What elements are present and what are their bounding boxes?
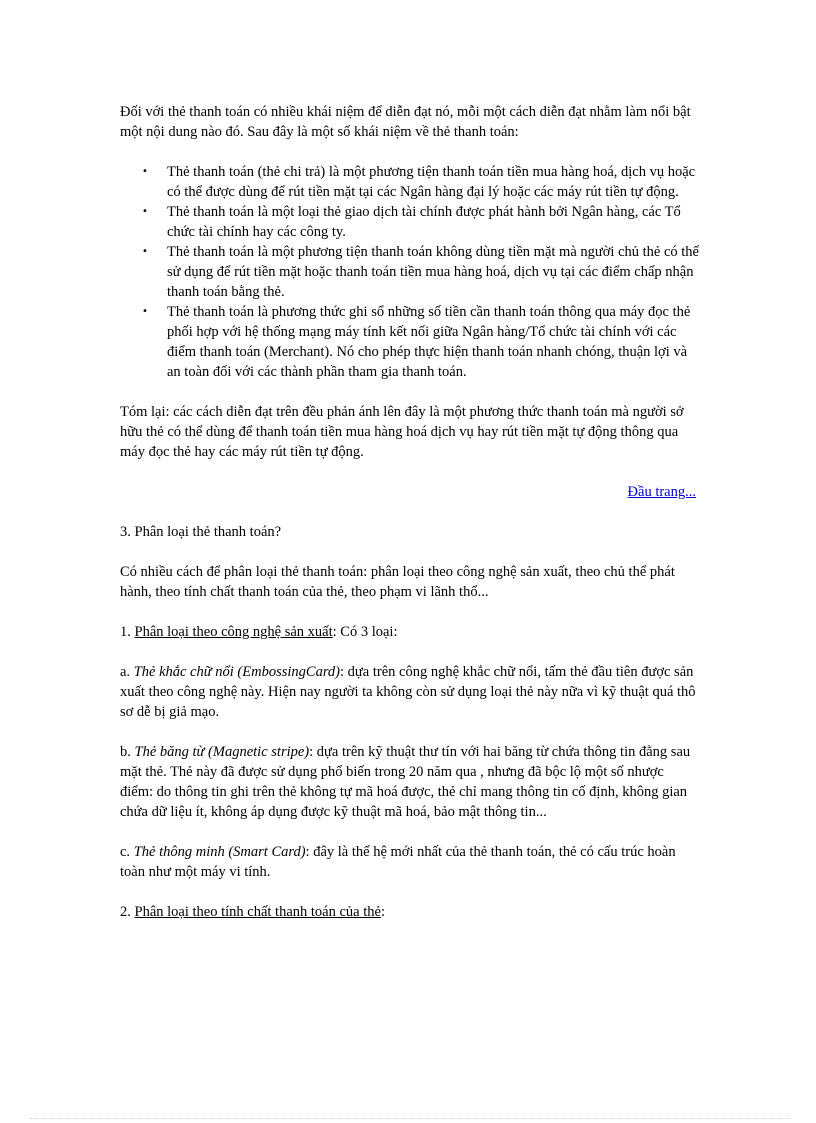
item-suffix: : Có 3 loại: xyxy=(332,624,398,640)
item-title: Phân loại theo tính chất thanh toán của thẻ xyxy=(134,904,381,920)
list-item-text: Thẻ thanh toán là một loại thẻ giao dịch tài chính được phát hành bởi Ngân hàng, các Tổ chức tài chính hay các công ty. xyxy=(167,204,681,240)
item-title: Thẻ khắc chữ nổi (EmbossingCard) xyxy=(133,664,341,680)
list-item-text: Thẻ thanh toán (thẻ chi trả) là một phương tiện thanh toán tiền mua hàng hoá, dịch vụ hoặc có thể được dùng để rút tiền mặt tại các Ngân hàng đại lý hoặc các máy rút tiền tự động. xyxy=(167,164,696,200)
spacer xyxy=(120,142,700,162)
spacer xyxy=(120,822,700,842)
list-item-text: Thẻ thanh toán là một phương tiện thanh toán không dùng tiền mặt mà người chủ thẻ có thể sử dụng để rút tiền mặt hoặc thanh toán tiền mua hàng hoá, dịch vụ tại các điểm chấp nhận thanh toán bằng thẻ. xyxy=(167,244,699,300)
section-heading: 3. Phân loại thẻ thanh toán? xyxy=(120,524,282,540)
item-letter: b. xyxy=(120,744,135,760)
document-body xyxy=(120,102,700,922)
section-intro-paragraph: Có nhiều cách để phân loại thẻ thanh toán: phân loại theo công nghệ sản xuất, theo chủ thể phát hành, theo tính chất thanh toán của thẻ, theo phạm vi lãnh thổ... xyxy=(120,564,675,600)
back-to-top-link[interactable]: Đầu trang... xyxy=(627,484,696,500)
item-description: : đây là thế hệ mới nhất của thẻ thanh toán, thẻ có cấu trúc hoàn toàn như một máy vi tính. xyxy=(120,844,676,880)
list-item xyxy=(120,302,700,382)
classification-payment-nature xyxy=(120,902,700,922)
card-type-embossing xyxy=(120,662,700,722)
spacer xyxy=(120,642,700,662)
page-bottom-rule xyxy=(30,1118,790,1119)
spacer xyxy=(120,722,700,742)
item-letter: a. xyxy=(120,664,134,680)
classification-technology xyxy=(120,622,700,642)
item-number: 2. xyxy=(120,904,135,920)
list-item xyxy=(120,202,700,242)
bullet-icon: • xyxy=(142,246,148,257)
item-description: : dựa trên công nghệ khắc chữ nổi, tấm thẻ đầu tiên được sản xuất theo công nghệ này. Hiện nay người ta không còn sử dụng loại thẻ này nữa vì kỹ thuật quá thô sơ dễ bị giả mạo. xyxy=(120,664,696,720)
card-type-magnetic xyxy=(120,742,700,822)
spacer xyxy=(120,882,700,902)
definition-list xyxy=(120,162,700,382)
spacer xyxy=(120,602,700,622)
top-link-row xyxy=(120,482,700,502)
item-title: Phân loại theo công nghệ sản xuất xyxy=(134,624,333,640)
list-item xyxy=(120,162,700,202)
item-title: Thẻ thông minh (Smart Card) xyxy=(133,844,306,860)
bullet-icon: • xyxy=(142,166,148,177)
spacer xyxy=(120,502,700,522)
bullet-icon: • xyxy=(142,206,148,217)
spacer xyxy=(120,542,700,562)
spacer xyxy=(120,382,700,402)
list-item xyxy=(120,242,700,302)
item-suffix: : xyxy=(380,904,385,920)
list-item-text: Thẻ thanh toán là phương thức ghi sổ những số tiền cần thanh toán thông qua máy đọc thẻ phối hợp với hệ thống mạng máy tính kết nối giữa Ngân hàng/Tổ chức tài chính với các điểm thanh toán (Merchant). Nó cho phép thực hiện thanh toán nhanh chóng, thuận lợi và an toàn đối với các thành phần tham gia thanh toán. xyxy=(167,304,691,380)
item-number: 1. xyxy=(120,624,135,640)
card-type-smart xyxy=(120,842,700,882)
summary-paragraph: Tóm lại: các cách diễn đạt trên đều phản ánh lên đây là một phương thức thanh toán mà người sở hữu thẻ có thể dùng để thanh toán tiền mua hàng hoá dịch vụ hay rút tiền mặt tự động thông qua máy đọc thẻ hay các máy rút tiền tự động. xyxy=(120,404,684,460)
item-title: Thẻ băng từ (Magnetic stripe) xyxy=(134,744,310,760)
bullet-icon: • xyxy=(142,306,148,317)
item-description: : dựa trên kỹ thuật thư tín với hai băng từ chứa thông tin đằng sau mặt thẻ. Thẻ này đã được sử dụng phổ biến trong 20 năm qua , nhưng đã bộc lộ một số nhược điểm: do thông tin ghi trên thẻ không tự mã hoá được, thẻ chỉ mang thông tin cố định, không gian chứa dữ liệu ít, không áp dụng được kỹ thuật mã hoá, bảo mật thông tin... xyxy=(120,744,691,820)
intro-paragraph: Đối với thẻ thanh toán có nhiều khái niệm để diễn đạt nó, mỗi một cách diễn đạt nhằm làm nổi bật một nội dung nào đó. Sau đây là một số khái niệm về thẻ thanh toán: xyxy=(120,104,691,140)
spacer xyxy=(120,462,700,482)
item-letter: c. xyxy=(120,844,134,860)
